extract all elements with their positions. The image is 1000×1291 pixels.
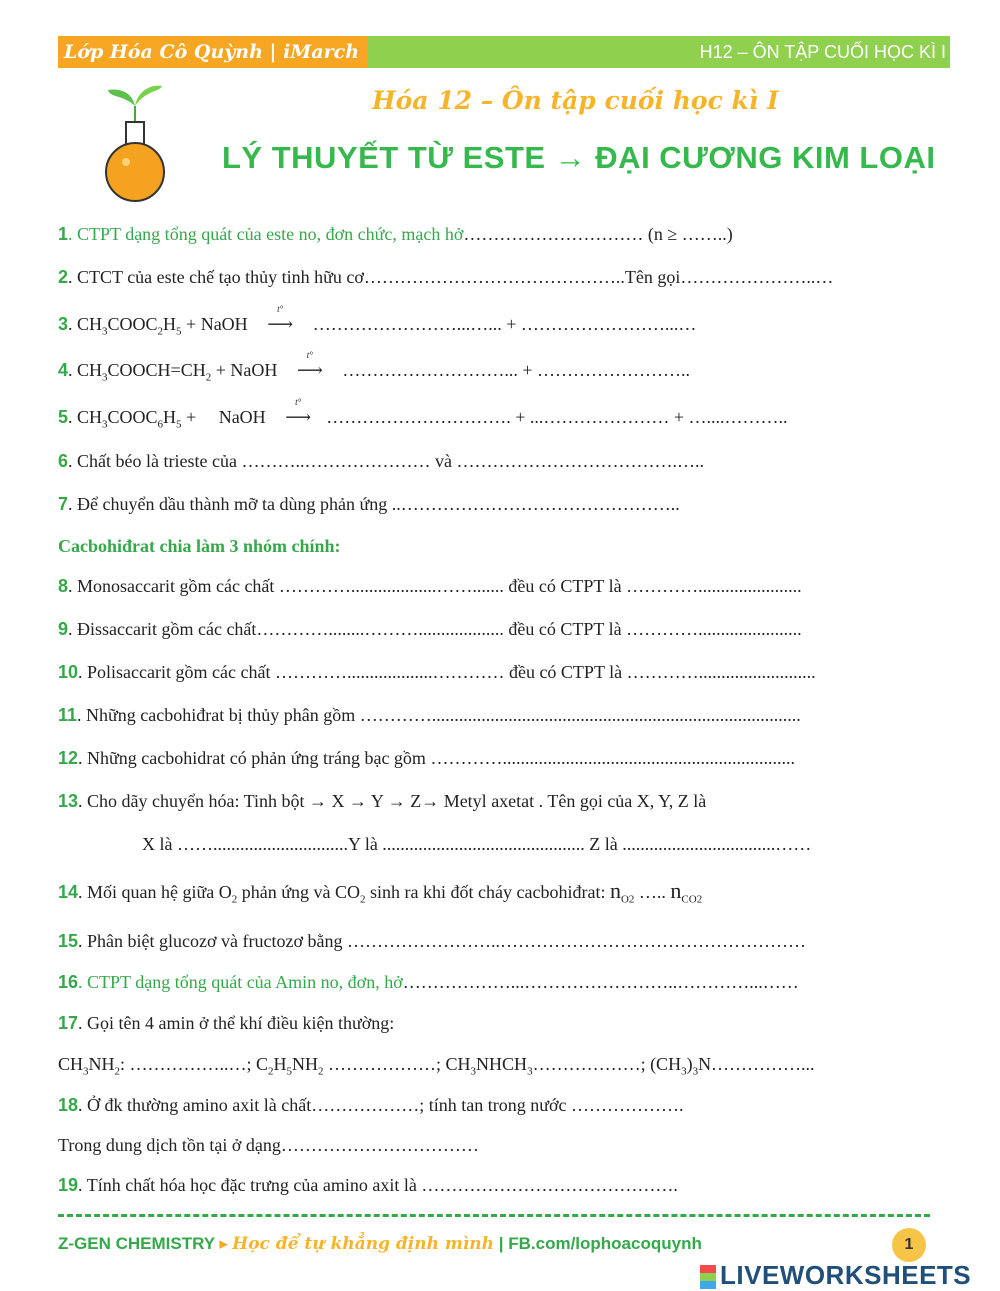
question-8: 8. Monosaccarit gồm các chất …………...................……....... đều có CTPT là ………….......................: [58, 576, 802, 596]
question-9: 9. Đissaccarit gồm các chất…………........………................... đều có CTPT là ………….......................: [58, 619, 802, 639]
question-17-amines: $CH_3NH_2$: ……………..…; $C_2H_5NH_2$ ………………; $CH_3NHCH_3\dots\dots\dots\dots\dots\dots$; $(CH_3)_3N\dots\dots\dots\dots\dots$...: [58, 1054, 815, 1078]
header-left: Lớp Hóa Cô Quỳnh | iMarch: [58, 36, 368, 68]
question-1: 1. CTPT dạng tổng quát của este no, đơn chức, mạch hở………………………… (n ≥ ……..): [58, 224, 733, 244]
question-18: 18. Ở đk thường amino axit là chất………………; tính tan trong nước ……………….: [58, 1095, 684, 1115]
footer-slogan: Học để tự khẳng định mình: [232, 1234, 495, 1254]
question-11: 11. Những cacbohiđrat bị thủy phân gồm …………..................................................................................: [58, 705, 801, 725]
question-2: 2. CTCT của este chế tạo thủy tinh hữu cơ……………………………………..Tên gọi…………………..…: [58, 267, 834, 287]
footer-facebook-link[interactable]: FB.com/lophoacoquynh: [508, 1234, 702, 1253]
question-10: 10. Polisaccarit gồm các chất …………...................………… đều có CTPT là …………..........................: [58, 662, 816, 682]
question-7: 7. Để chuyển dầu thành mỡ ta dùng phản ứng ..………………………………………..: [58, 494, 680, 514]
liveworksheets-icon: [700, 1265, 716, 1289]
subtitle: Hóa 12 – Ôn tập cuối học kì I: [372, 86, 779, 115]
header-bar: [58, 36, 950, 68]
question-6: 6. Chất béo là trieste của ………..………………… và ……………………………….…..: [58, 451, 704, 471]
section-heading: Cacbohiđrat chia làm 3 nhóm chính:: [58, 536, 341, 556]
page-title: LÝ THUYẾT TỪ ESTE → ĐẠI CƯƠNG KIM LOẠI: [222, 140, 936, 175]
question-12: 12. Những cacbohidrat có phản ứng tráng bạc gồm ………….................................................................: [58, 748, 795, 768]
question-13-answer-line: X là ……..............................Y là ............................................. Z là ..................................……: [142, 834, 812, 854]
flask-icon: [102, 84, 168, 204]
question-14: 14. Mối quan hệ giữa $O_2$ phản ứng và $CO_2$ sinh ra khi đốt cháy cacbohiđrat: $n_{O2}$ ….. $n_{CO2}$: [58, 878, 703, 906]
question-16: 16. CTPT dạng tổng quát của Amin no, đơn, hở………………...……………………..…………...……: [58, 972, 799, 992]
page-number: 1: [892, 1228, 926, 1262]
footer-brand: Z-GEN CHEMISTRY: [58, 1234, 216, 1253]
question-number: 1: [58, 224, 69, 244]
arrow-icon: t° ⟶: [296, 350, 323, 380]
question-5: 5. $CH_3COOC_6H_5$ + NaOH t° ⟶ …………………………. + ...………………… + …....………..: [58, 397, 788, 431]
question-15: 15. Phân biệt glucozơ và fructozơ bằng ……………………..……………………………………………: [58, 931, 806, 951]
liveworksheets-logo: LIVEWORKSHEETS: [700, 1260, 971, 1291]
question-13: 13. Cho dãy chuyển hóa: Tinh bột → X → Y → Z→ Metyl axetat . Tên gọi của X, Y, Z là: [58, 791, 707, 811]
question-3: 3. $CH_3COOC_2H_5$ + NaOH t° ⟶ ……………………...…... + ……………………...…: [58, 304, 697, 338]
question-19: 19. Tính chất hóa học đặc trưng của amino axit là …………………………………….: [58, 1175, 678, 1195]
header-right: H12 – ÔN TẬP CUỐI HỌC KÌ I: [368, 36, 950, 68]
arrow-icon: t° ⟶: [267, 304, 294, 334]
question-18-line2: Trong dung dịch tồn tại ở dạng……………………………: [58, 1135, 479, 1155]
triangle-icon: ▸: [215, 1234, 233, 1253]
question-17: 17. Gọi tên 4 amin ở thể khí điều kiện thường:: [58, 1013, 395, 1033]
footer-divider: [58, 1214, 930, 1221]
footer: Z-GEN CHEMISTRY ▸ Học để tự khẳng định mình | FB.com/lophoacoquynh: [58, 1234, 702, 1254]
arrow-icon: t° ⟶: [285, 397, 312, 427]
question-4: 4. $CH_3COOCH=CH_2$ + NaOH t° ⟶ ………………………... + ……………………..: [58, 350, 690, 384]
